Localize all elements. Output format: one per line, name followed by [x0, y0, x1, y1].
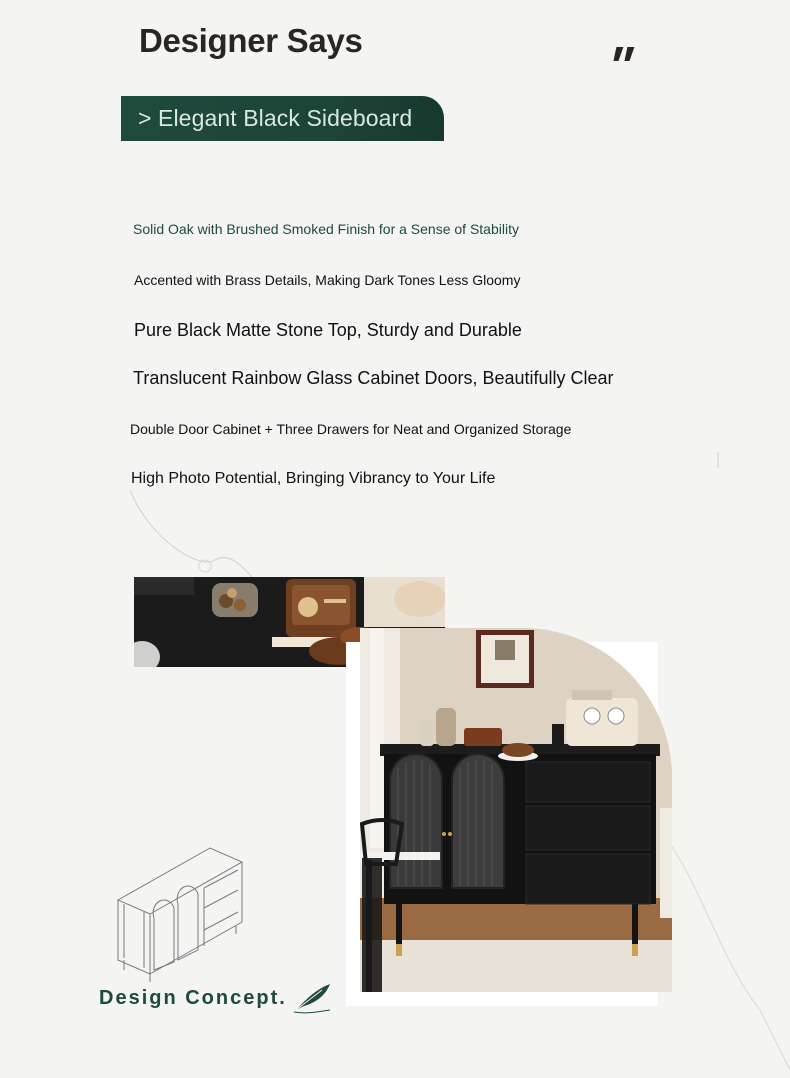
quote-icon — [609, 28, 639, 72]
feature-line: Accented with Brass Details, Making Dark Tones Less Gloomy — [134, 272, 521, 288]
feature-line: Pure Black Matte Stone Top, Sturdy and Durable — [134, 320, 522, 340]
feather-icon — [292, 980, 334, 1014]
page-title: Designer Says — [139, 22, 363, 59]
quote-icon-svg — [610, 44, 637, 64]
sideboard-photo-art — [360, 628, 672, 992]
design-concept-label: Design Concept. — [99, 987, 287, 1009]
product-name-tab — [121, 96, 444, 141]
feature-line: Double Door Cabinet + Three Drawers for Neat and Organized Storage — [130, 421, 572, 437]
feature-line: High Photo Potential, Bringing Vibrancy to Your Life — [131, 470, 496, 487]
product-name-label: > Elegant Black Sideboard — [138, 105, 413, 131]
feature-line: Translucent Rainbow Glass Cabinet Doors, Beautifully Clear — [133, 368, 614, 388]
sideboard-sketch — [110, 842, 250, 982]
feature-line: Solid Oak with Brushed Smoked Finish for a Sense of Stability — [133, 221, 519, 237]
sideboard-photo — [360, 628, 672, 992]
